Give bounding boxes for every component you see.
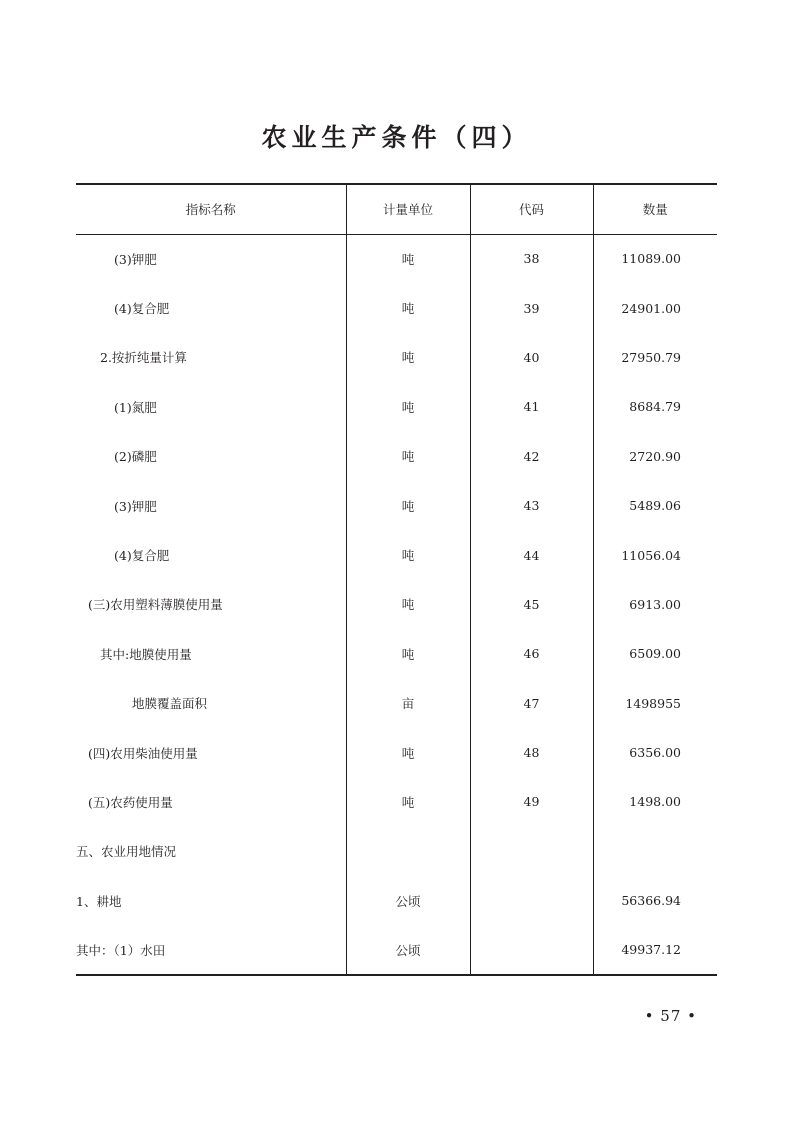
value-cell: 11056.04 [593, 530, 717, 579]
value-cell: 56366.94 [593, 876, 717, 925]
indicator-name: (1)氮肥 [114, 399, 157, 415]
code-cell [470, 876, 593, 925]
value-cell: 11089.00 [593, 234, 717, 283]
table-row [76, 728, 717, 777]
table-row [76, 333, 717, 382]
value-cell: 49937.12 [593, 925, 717, 974]
table-row [76, 679, 717, 728]
code-cell: 49 [470, 777, 593, 826]
unit-cell: 亩 [346, 679, 470, 728]
indicator-name: 其中：（1）水田 [76, 925, 346, 974]
value-cell: 6356.00 [593, 728, 717, 777]
table-row [76, 777, 717, 826]
code-cell: 46 [470, 629, 593, 678]
indicator-name: (4)复合肥 [114, 301, 170, 317]
table-row [76, 925, 717, 974]
indicator-name: (4)复合肥 [114, 548, 170, 564]
unit-cell: 吨 [346, 432, 470, 481]
code-cell [470, 827, 593, 876]
unit-cell: 吨 [346, 530, 470, 579]
table-row [76, 283, 717, 332]
value-cell: 27950.79 [593, 333, 717, 382]
value-cell: 2720.90 [593, 432, 717, 481]
unit-cell: 吨 [346, 234, 470, 283]
code-cell: 38 [470, 234, 593, 283]
table-row [76, 382, 717, 431]
value-cell: 5489.06 [593, 481, 717, 530]
indicator-name: 五、农业用地情况 [76, 844, 177, 860]
indicator-name: 地膜覆盖面积 [132, 696, 208, 712]
code-cell: 44 [470, 530, 593, 579]
indicator-name: (三)农用塑料薄膜使用量 [88, 597, 223, 613]
table-row [76, 629, 717, 678]
indicator-name: 其中:地膜使用量 [100, 646, 192, 662]
unit-cell: 吨 [346, 777, 470, 826]
code-cell: 39 [470, 283, 593, 332]
indicator-name: (3)钾肥 [114, 498, 157, 514]
value-cell: 6913.00 [593, 580, 717, 629]
code-cell: 40 [470, 333, 593, 382]
unit-cell: 公顷 [346, 925, 470, 974]
code-cell: 42 [470, 432, 593, 481]
indicator-name: (3)钾肥 [114, 251, 157, 267]
header-indicator-name: 指标名称 [76, 184, 346, 234]
code-cell: 45 [470, 580, 593, 629]
code-cell: 41 [470, 382, 593, 431]
table-row [76, 530, 717, 579]
code-cell: 48 [470, 728, 593, 777]
unit-cell [346, 827, 470, 876]
code-cell: 47 [470, 679, 593, 728]
value-cell: 24901.00 [593, 283, 717, 332]
unit-cell: 吨 [346, 629, 470, 678]
unit-cell: 吨 [346, 382, 470, 431]
value-cell: 1498.00 [593, 777, 717, 826]
unit-cell: 吨 [346, 580, 470, 629]
table-row [76, 432, 717, 481]
indicator-name: (四)农用柴油使用量 [88, 745, 198, 761]
unit-cell: 吨 [346, 728, 470, 777]
table-row [76, 580, 717, 629]
table-row [76, 827, 717, 876]
code-cell: 43 [470, 481, 593, 530]
table-header-row [76, 184, 717, 234]
code-cell [470, 925, 593, 974]
header-code: 代码 [470, 184, 593, 234]
header-unit: 计量单位 [346, 184, 470, 234]
page-title: 农业生产条件（四） [261, 123, 532, 152]
value-cell: 8684.79 [593, 382, 717, 431]
table-row [76, 234, 717, 283]
indicator-name: (五)农药使用量 [88, 794, 173, 810]
value-cell: 6509.00 [593, 629, 717, 678]
table-row [76, 876, 717, 925]
indicator-name: 2.按折纯量计算 [100, 350, 187, 366]
indicator-name: (2)磷肥 [114, 449, 157, 465]
unit-cell: 吨 [346, 283, 470, 332]
indicator-name: 1、耕地 [76, 893, 122, 909]
header-value: 数量 [593, 184, 717, 234]
page-number: • 57 • [644, 1007, 697, 1025]
value-cell [593, 827, 717, 876]
unit-cell: 吨 [346, 481, 470, 530]
unit-cell: 公顷 [346, 876, 470, 925]
unit-cell: 吨 [346, 333, 470, 382]
value-cell: 1498955 [593, 679, 717, 728]
data-table [76, 183, 717, 976]
table-row [76, 481, 717, 530]
